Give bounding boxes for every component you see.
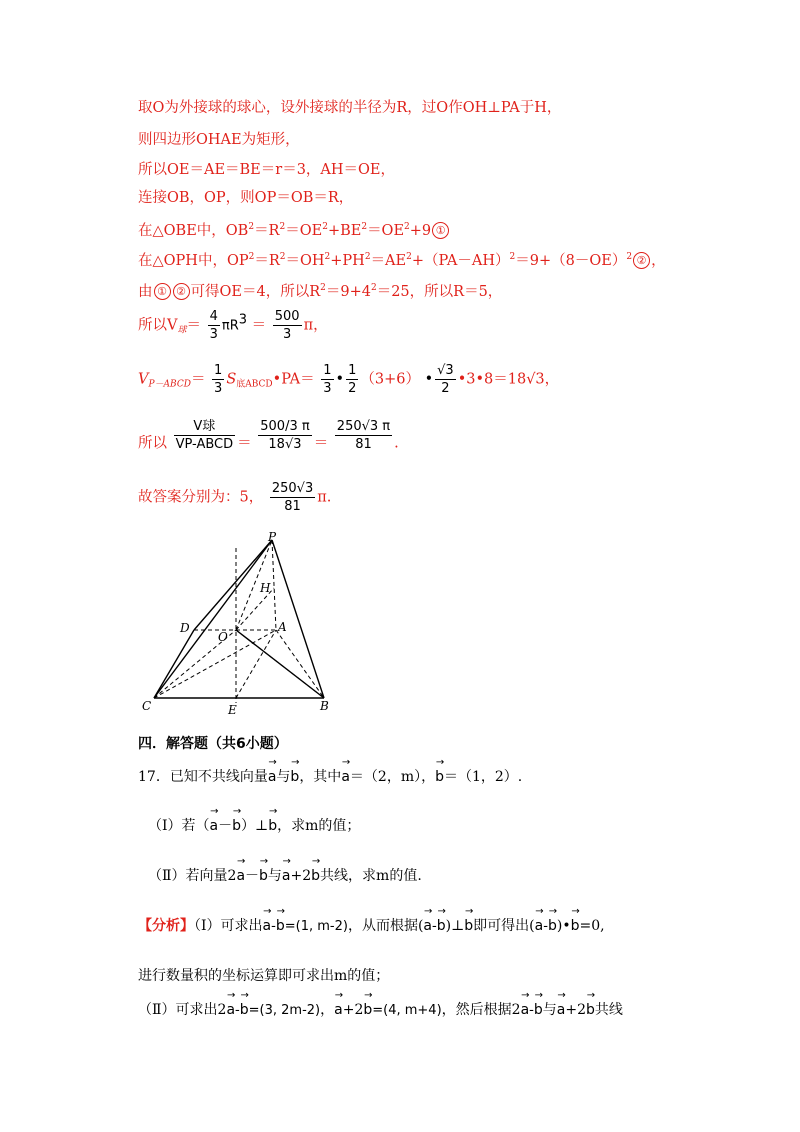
solution-line-7: 由 ① ② 可得OE＝4，所以$R^2=9+4^2=25$，所以R＝5， bbox=[138, 283, 503, 300]
fraction-one-third-b: $\frac{1}{3}$ bbox=[323, 363, 332, 396]
fraction-four-thirds: $\frac{4}{3}$ bbox=[209, 309, 218, 342]
question-17-part-2: （Ⅱ）若向量2→ a－→ b与→ a+2→ b共线，求m的值. bbox=[148, 862, 422, 885]
label-a: A bbox=[278, 620, 287, 634]
circled-one-marker: ① bbox=[154, 283, 171, 300]
solution-line-8: 所以$V_球=$ $\frac{4}{3}$ πR3 ＝ $\frac{500}{3}$ π， bbox=[138, 309, 328, 342]
fraction-250sqrt3pi-over-81: $\frac{250√3 \pi}{81}$ bbox=[336, 419, 391, 452]
label-p: P bbox=[268, 530, 277, 544]
label-e: E bbox=[228, 703, 237, 717]
vector-a: → a bbox=[268, 763, 277, 785]
solution-line-4: 连接OB，OP，则OP＝OB＝R， bbox=[138, 190, 354, 206]
question-17-stem: 17．已知不共线向量→ a与→ b，其中→ a＝（2，m），→ b＝（1，2）. bbox=[138, 763, 522, 786]
label-b: B bbox=[320, 699, 329, 713]
edge-pb bbox=[272, 540, 324, 698]
label-o: O bbox=[218, 630, 228, 644]
label-h: H bbox=[260, 581, 271, 595]
section-title: 四．解答题（共6小题） bbox=[138, 736, 288, 752]
fraction-volume-ratio: $\frac{\text{V球}}{\text{VP-ABCD}}$ bbox=[175, 419, 234, 452]
circled-two-marker: ② bbox=[633, 252, 650, 269]
edge-ca bbox=[154, 630, 276, 698]
solution-line-3: 所以OE＝AE＝BE＝r＝3，AH＝OE， bbox=[138, 162, 396, 178]
vector-b: → b bbox=[435, 763, 444, 785]
fraction-sqrt3-over-2: $\frac{√3}{2}$ bbox=[437, 363, 454, 396]
circled-one-marker: ① bbox=[432, 222, 449, 239]
fraction-500-3: $\frac{500}{3}$ bbox=[274, 309, 300, 342]
solution-line-2: 则四边形OHAE为矩形， bbox=[138, 132, 300, 148]
segment-ea bbox=[236, 630, 276, 698]
circled-two-marker: ② bbox=[173, 283, 190, 300]
analysis-line-1: 【分析】（Ⅰ）可求出→ a-→ b=(1, m-2)，从而根据(→ a-→ b)⊥→ b即可得出(→ a-→ b)•→ b=0, bbox=[138, 912, 605, 935]
edge-pc bbox=[154, 540, 272, 698]
fraction-final-answer: $\frac{250√3}{81}$ bbox=[271, 481, 314, 514]
solution-line-11: 故答案分别为：5， $\frac{250√3}{81}$ π. bbox=[138, 481, 332, 514]
solution-line-10: 所以 $\frac{\text{V球}}{\text{VP-ABCD}}$ ＝ $\frac{500/3 \pi}{18√3}$ ＝ $\frac{250√3 \pi}{81}$ . bbox=[138, 419, 399, 452]
solution-line-1: 取O为外接球的球心，设外接球的半径为R，过O作OH⊥PA于H， bbox=[138, 100, 562, 116]
fraction-500pi-over-18sqrt3: $\frac{500/3 \pi}{18√3}$ bbox=[260, 419, 310, 452]
edge-ab bbox=[276, 630, 324, 698]
edge-pa bbox=[272, 540, 276, 630]
analysis-line-3: （Ⅱ）可求出2→ a-→ b=(3, 2m-2)，→ a+2→ b=(4, m+4)，然后根据2→ a-→ b与→ a+2→ b共线 bbox=[138, 996, 623, 1019]
analysis-tag: 【分析】 bbox=[138, 918, 194, 934]
pyramid-diagram bbox=[140, 528, 350, 718]
vector-a: → a bbox=[341, 763, 350, 785]
fraction-one-third: $\frac{1}{3}$ bbox=[214, 363, 223, 396]
label-d: D bbox=[180, 621, 190, 635]
vector-b: → b bbox=[290, 763, 299, 785]
edge-cd bbox=[154, 630, 194, 698]
analysis-line-2: 进行数量积的坐标运算即可求出m的值； bbox=[138, 968, 390, 984]
solution-line-6: 在△OPH中，$OP^2=R^2=OH^2+PH^2=AE^2+(PA-AH)^2=9+(8-OE)^2$ ② ， bbox=[138, 252, 666, 269]
label-c: C bbox=[142, 699, 152, 713]
fraction-one-half: $\frac{1}{2}$ bbox=[348, 363, 357, 396]
question-17-part-1: （Ⅰ）若（→ a－→ b）⊥→ b，求m的值； bbox=[148, 812, 360, 835]
solution-line-9: $V_{P-ABCD}=$ $\frac{1}{3}$ $S_{底ABCD}•PA=$ $\frac{1}{3}$ • $\frac{1}{2}$ （3+6） • $\frac{√3}{2}$ •3•8＝18√3， bbox=[138, 363, 560, 396]
solution-line-5: 在△OBE中，$OB^2=R^2=OE^2+BE^2=OE^2+9$ ① bbox=[138, 217, 450, 241]
